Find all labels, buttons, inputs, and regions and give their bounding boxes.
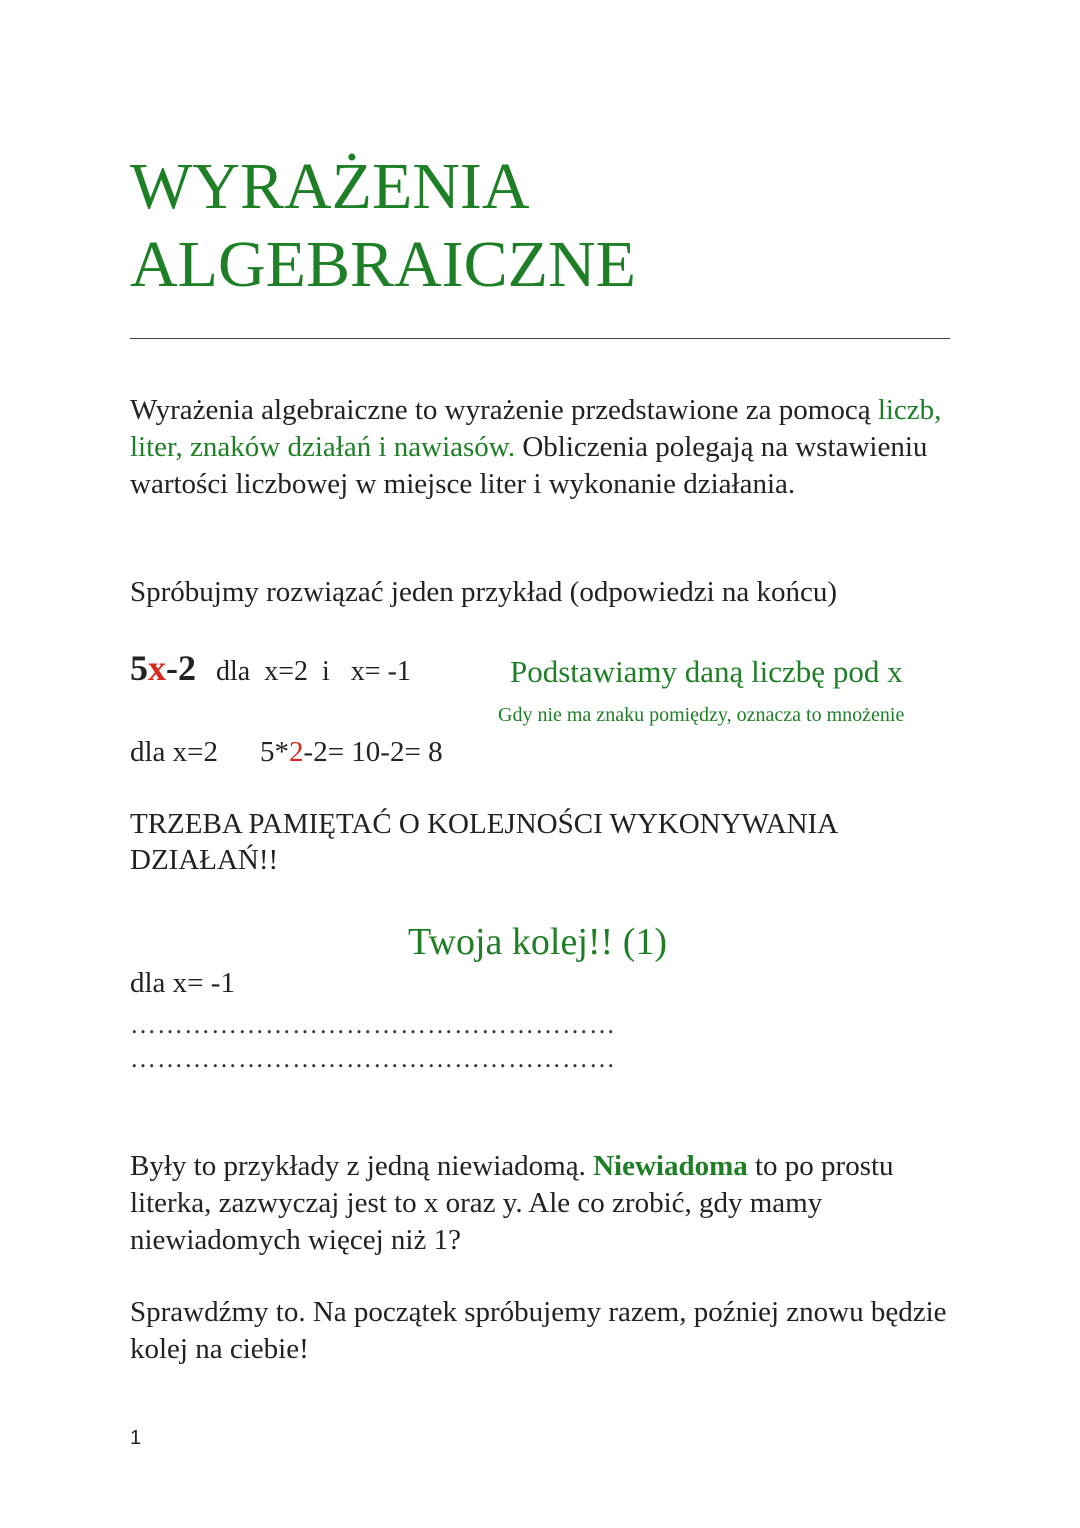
title-line-1: WYRAŻENIA [130, 150, 530, 223]
calculation-part-1: 5* [260, 736, 290, 768]
unknowns-text-1: Były to przykłady z jedną niewiadomą. [130, 1150, 594, 1182]
substitution-hint: Podstawiamy daną liczbę pod x [510, 654, 903, 689]
closing-paragraph: Sprawdźmy to. Na początek spróbujemy razem, poźniej znowu będzie kolej na ciebie! [130, 1296, 947, 1365]
calculation-label: dla x=2 [130, 736, 219, 768]
answer-line-2: ……………………………………………… [130, 1044, 616, 1073]
example-calculation [130, 732, 443, 772]
calculation-result [260, 736, 443, 768]
title-line-2: ALGEBRAICZNE [130, 228, 636, 301]
calculation-part-2: -2= 10-2= 8 [303, 736, 443, 768]
your-turn-heading: Twoja kolej!! (1) [408, 921, 668, 963]
expression-coefficient: 5 [130, 648, 148, 688]
expression-condition: dla x=2 i x= -1 [216, 656, 411, 687]
unknowns-text-2: to po prostu literka, zazwyczaj jest to x oraz y. Ale co zrobić, gdy mamy niewiadomych więcej niż 1? [130, 1150, 894, 1256]
example-expression-row [130, 648, 411, 692]
page-number: 1 [130, 1427, 142, 1449]
intro-paragraph [130, 392, 960, 503]
title-divider [130, 338, 950, 339]
exercise-label: dla x= -1 [130, 967, 235, 999]
expression-constant: -2 [166, 648, 196, 688]
unknowns-term: Niewiadoma [593, 1150, 748, 1182]
intro-text-1: Wyrażenia algebraiczne to wyrażenie przedstawione za pomocą [130, 394, 878, 426]
multiplication-hint: Gdy nie ma znaku pomiędzy, oznacza to mnożenie [498, 704, 905, 726]
order-of-operations-warning: TRZEBA PAMIĘTAĆ O KOLEJNOŚCI WYKONYWANIA DZIAŁAŃ!! [130, 808, 837, 876]
intro-text-2: Obliczenia polegają na wstawieniu wartości liczbowej w miejsce liter i wykonanie działania. [130, 431, 928, 500]
unknowns-paragraph [130, 1148, 960, 1259]
expression-variable: x [148, 648, 166, 688]
try-example-line: Spróbujmy rozwiązać jeden przykład (odpowiedzi na końcu) [130, 576, 838, 608]
calculation-substituted-value: 2 [289, 736, 304, 768]
expression [130, 648, 196, 688]
intro-highlight: liczb, liter, znaków działań i nawiasów. [130, 394, 942, 463]
answer-line-1: ……………………………………………… [130, 1010, 616, 1039]
page-title [130, 148, 636, 304]
